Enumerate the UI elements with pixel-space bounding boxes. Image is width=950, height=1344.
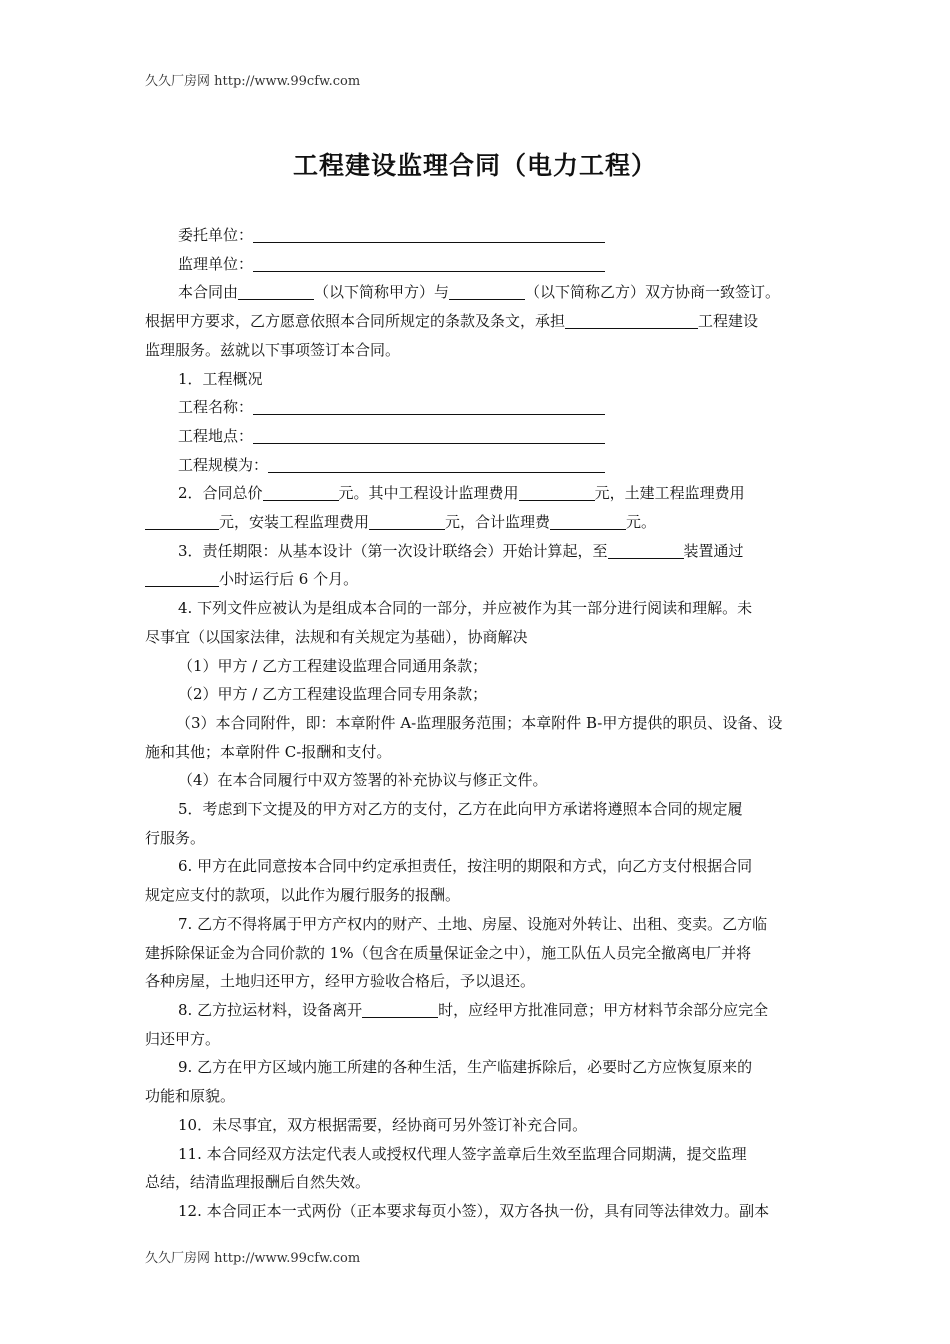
- supervisor-blank: [253, 254, 605, 272]
- intro-text: 根据甲方要求，乙方愿意依照本合同所规定的条款及条文，承担: [145, 312, 566, 331]
- project-location-label: 工程地点：: [178, 426, 254, 445]
- section-5-line-2: 行服务。: [145, 828, 206, 847]
- section-12-line-1: 12. 本合同正本一式两份（正本要求每页小签），双方各执一份，具有同等法律效力。副本: [178, 1201, 770, 1220]
- section-4-line-2: 尽事宜（以国家法律，法规和有关规定为基础），协商解决: [145, 627, 528, 646]
- section-7-line-2: 建拆除保证金为合同价款的 1%（包含在质量保证金之中），施工队伍人员完全撤离电厂并将: [145, 943, 752, 962]
- section-7-line-3: 各种房屋，土地归还甲方，经甲方验收合格后，予以退还。: [145, 972, 536, 991]
- section-4-line-1: 4. 下列文件应被认为是组成本合同的一部分，并应被作为其一部分进行阅读和理解。未: [178, 599, 753, 618]
- hours-blank: [145, 569, 219, 587]
- client-label: 委托单位：: [178, 226, 254, 244]
- intro-text: （以下简称甲方）与: [314, 283, 450, 302]
- s2-text: 元，土建工程监理费用: [594, 484, 745, 503]
- project-blank: [565, 311, 698, 329]
- intro-line-2: [145, 307, 810, 336]
- page-header: 久久厂房网 http://www.99cfw.com: [145, 74, 361, 89]
- section-5-line-1: 5．考虑到下文提及的甲方对乙方的支付，乙方在此向甲方承诺将遵照本合同的规定履: [178, 800, 743, 819]
- intro-line-1: [145, 278, 810, 307]
- design-fee-blank: [519, 483, 595, 501]
- section-9-line-1: 9. 乙方在甲方区域内施工所建的各种生活，生产临建拆除后，必要时乙方应恢复原来的: [178, 1058, 753, 1077]
- document-title: 工程建设监理合同（电力工程）: [292, 151, 657, 180]
- project-location-blank: [253, 426, 605, 444]
- section-11-line-2: 总结，结清监理报酬后自然失效。: [145, 1173, 371, 1192]
- intro-text: 工程建设: [698, 312, 759, 331]
- s3-text: 3．责任期限：从基本设计（第一次设计联络会）开始计算起，至: [178, 541, 608, 560]
- section-3-line-2: [145, 565, 810, 594]
- section-2-line-2: [145, 508, 810, 537]
- section-4-item-3b: 施和其他；本章附件 C-报酬和支付。: [145, 742, 392, 761]
- s2-text: 元，安装工程监理费用: [219, 513, 370, 532]
- section-9-line-2: 功能和原貌。: [145, 1087, 236, 1106]
- party-b-blank: [449, 282, 525, 300]
- s2-text: 元，合计监理费: [445, 513, 551, 532]
- section-4-item-2: （2）甲方 / 乙方工程建设监理合同专用条款；: [178, 685, 488, 704]
- project-scale-label: 工程规模为：: [178, 455, 269, 474]
- s3-text: 装置通过: [683, 541, 744, 560]
- section-6-line-2: 规定应支付的款项，以此作为履行服务的报酬。: [145, 886, 461, 905]
- section-3-line-1: [145, 537, 810, 566]
- intro-line-3: 监理服务。兹就以下事项签订本合同。: [145, 340, 401, 359]
- party-a-blank: [238, 282, 314, 300]
- section-7-line-1: 7. 乙方不得将属于甲方产权内的财产、土地、房屋、设施对外转让、出租、变卖。乙方临: [178, 914, 768, 933]
- section-1-heading: 1．工程概况: [178, 369, 263, 388]
- project-scale-blank: [268, 455, 605, 473]
- section-4-item-4: （4）在本合同履行中双方签署的补充协议与修正文件。: [178, 771, 548, 790]
- client-field: [145, 221, 810, 250]
- document-body: [145, 221, 810, 1226]
- section-4-item-3a: （3）本合同附件，即：本章附件 A-监理服务范围；本章附件 B-甲方提供的职员、设备、设: [176, 713, 783, 732]
- civil-fee-blank: [145, 512, 219, 530]
- s8-text: 8. 乙方拉运材料，设备离开: [178, 1000, 363, 1019]
- section-6-line-1: 6. 甲方在此同意按本合同中约定承担责任，按注明的期限和方式，向乙方支付根据合同: [178, 857, 753, 876]
- section-10-line-1: 10．未尽事宜，双方根据需要，经协商可另外签订补充合同。: [178, 1115, 588, 1134]
- page-footer: 久久厂房网 http://www.99cfw.com: [145, 1251, 361, 1266]
- install-fee-blank: [369, 512, 445, 530]
- section-2-line-1: [145, 479, 810, 508]
- s8-text: 时，应经甲方批准同意；甲方材料节余部分应完全: [438, 1000, 769, 1019]
- project-location-field: [145, 422, 810, 451]
- project-scale-field: [145, 451, 810, 480]
- leave-time-blank: [362, 1000, 438, 1018]
- total-fee-blank: [550, 512, 626, 530]
- section-8-line-2: 归还甲方。: [145, 1029, 221, 1048]
- project-name-blank: [253, 397, 605, 415]
- total-price-blank: [263, 483, 339, 501]
- s2-text: 2．合同总价: [178, 484, 263, 503]
- section-11-line-1: 11. 本合同经双方法定代表人或授权代理人签字盖章后生效至监理合同期满，提交监理: [178, 1144, 747, 1163]
- project-name-label: 工程名称：: [178, 398, 254, 417]
- device-blank: [608, 541, 684, 559]
- section-8-line-1: [145, 996, 810, 1025]
- s2-text: 元。: [626, 513, 657, 532]
- intro-text: （以下简称乙方）双方协商一致签订。: [525, 283, 781, 302]
- project-name-field: [145, 393, 810, 422]
- s3-text: 小时运行后 6 个月。: [219, 570, 359, 589]
- client-blank: [253, 225, 605, 243]
- intro-text: 本合同由: [178, 283, 239, 302]
- section-4-item-1: （1）甲方 / 乙方工程建设监理合同通用条款；: [178, 656, 488, 675]
- s2-text: 元。其中工程设计监理费用: [338, 484, 519, 503]
- supervisor-field: [145, 250, 810, 279]
- supervisor-label: 监理单位：: [178, 254, 254, 273]
